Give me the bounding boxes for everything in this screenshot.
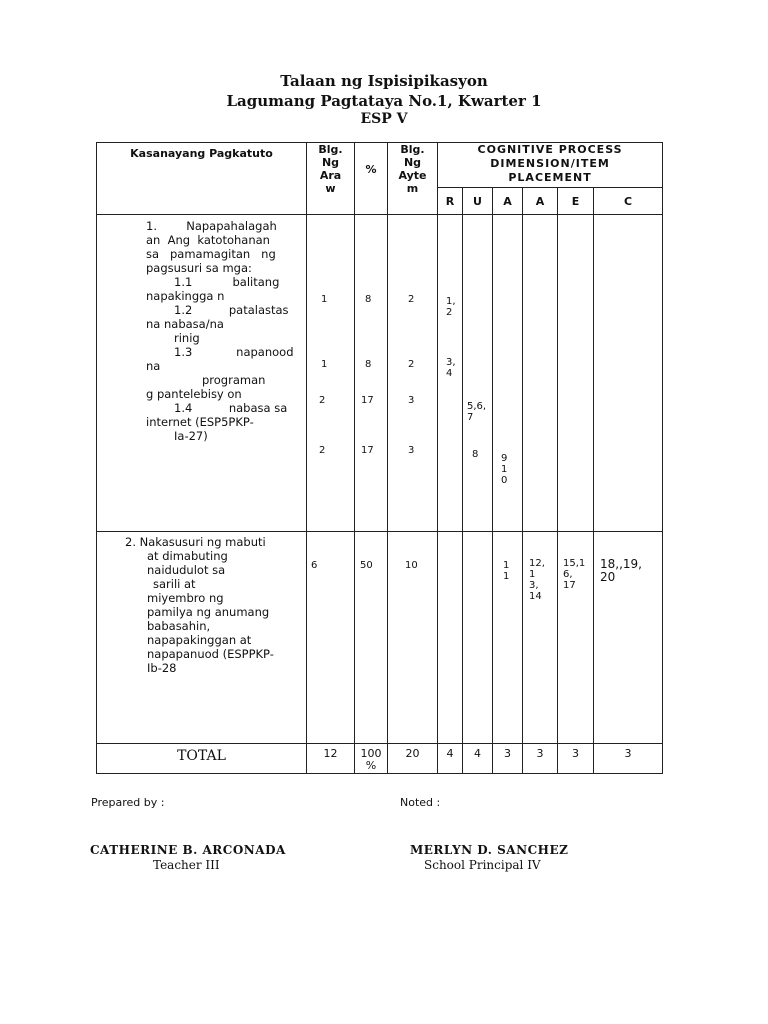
a2-value: 12, (529, 558, 545, 569)
total-percent-line: % (365, 759, 377, 772)
header-days (307, 143, 355, 215)
dim-c: C (594, 188, 663, 215)
r-value: 3, (446, 357, 456, 368)
total-percent-line: 100 (360, 747, 382, 760)
total-days: 12 (307, 744, 355, 774)
total-a2: 3 (523, 744, 558, 774)
u-cell-2 (463, 532, 493, 744)
total-label: TOTAL (97, 744, 307, 774)
a1-value: 1 (503, 560, 510, 571)
header-cognitive-line: COGNITIVE PROCESS (477, 143, 623, 156)
percent-value: 17 (361, 395, 374, 406)
days-cell-1 (307, 215, 355, 532)
header-days-line: w (325, 182, 336, 195)
competency-line: an Ang katotohanan (146, 233, 270, 247)
c-cell-2 (594, 532, 663, 744)
e-cell-1 (558, 215, 594, 532)
r-value: 4 (446, 368, 453, 379)
items-value: 2 (408, 294, 415, 305)
competency-line: 1.2 patalastas (174, 303, 289, 317)
a1-value: 1 (501, 464, 508, 475)
header-days-line: Blg. (318, 143, 343, 156)
competency-line: miyembro ng (147, 591, 224, 605)
competency-line: 1. Napapahalagah (146, 219, 277, 233)
subject-label: ESP V (360, 111, 408, 127)
competency-line: napapanuod (ESPPKP- (147, 647, 274, 661)
total-items: 20 (388, 744, 438, 774)
items-value: 10 (405, 560, 418, 571)
a1-cell-1 (493, 215, 523, 532)
competency-1 (97, 215, 307, 532)
total-c: 3 (594, 744, 663, 774)
total-a1: 3 (493, 744, 523, 774)
items-cell-2 (388, 532, 438, 744)
header-days-line: Ara (319, 169, 342, 182)
competency-line: g pantelebisy on (146, 387, 242, 401)
percent-cell-2 (355, 532, 388, 744)
percent-value: 8 (365, 359, 372, 370)
items-value: 3 (408, 395, 415, 406)
preparer-role: Teacher III (153, 858, 220, 872)
days-value: 6 (311, 560, 318, 571)
e-value: 6, (563, 569, 573, 580)
days-value: 1 (321, 294, 328, 305)
total-e: 3 (558, 744, 594, 774)
a1-value: 9 (501, 453, 508, 464)
u-value: 8 (472, 449, 479, 460)
header-cognitive-line: PLACEMENT (508, 171, 592, 184)
dim-u: U (463, 188, 493, 215)
competency-line: babasahin, (147, 619, 211, 633)
e-value: 15,1 (563, 558, 586, 569)
r-cell-2 (438, 532, 463, 744)
a1-value: 0 (501, 475, 508, 486)
competency-2 (97, 532, 307, 744)
competency-line: internet (ESP5PKP- (146, 415, 254, 429)
specification-table (96, 142, 663, 774)
noted-label: Noted : (400, 796, 441, 809)
competency-line: sarili at (153, 577, 196, 591)
competency-line: 1.1 balitang (174, 275, 280, 289)
a2-cell-2 (523, 532, 558, 744)
competency-line: sa pamamagitan ng (146, 247, 276, 261)
a1-value: 1 (503, 571, 510, 582)
competency-line: na (146, 359, 161, 373)
competency-line: Ia-27) (174, 429, 208, 443)
total-u: 4 (463, 744, 493, 774)
c-cell-1 (594, 215, 663, 532)
header-days-line: Ng (321, 156, 340, 169)
competency-line: 2. Nakasusuri ng mabuti (125, 535, 266, 549)
competency-line: programan (202, 373, 266, 387)
total-r: 4 (438, 744, 463, 774)
e-cell-2 (558, 532, 594, 744)
r-cell-1 (438, 215, 463, 532)
header-competency-text: Kasanayang Pagkatuto (130, 147, 273, 160)
header-percent (355, 143, 388, 215)
competency-line: na nabasa/na (146, 317, 224, 331)
header-items-line: Ng (403, 156, 422, 169)
a2-cell-1 (523, 215, 558, 532)
a2-value: 3, (529, 580, 539, 591)
r-value: 1, (446, 296, 456, 307)
header-items-line: Ayte (398, 169, 427, 182)
u-value: 5,6, (467, 401, 487, 412)
header-items-line: Blg. (400, 143, 425, 156)
preparer-name: CATHERINE B. ARCONADA (90, 843, 286, 857)
competency-line: napakingga n (146, 289, 225, 303)
header-items (388, 143, 438, 215)
a1-cell-2 (493, 532, 523, 744)
days-cell-2 (307, 532, 355, 744)
document-title: Talaan ng Ispisipikasyon (280, 72, 488, 90)
percent-value: 50 (360, 560, 373, 571)
dim-a2: A (523, 188, 558, 215)
competency-line: at dimabuting (147, 549, 228, 563)
dim-a1: A (493, 188, 523, 215)
items-cell-1 (388, 215, 438, 532)
header-competency (97, 143, 307, 215)
header-cognitive (438, 143, 663, 188)
competency-line: pamilya ng anumang (147, 605, 270, 619)
r-value: 2 (446, 307, 453, 318)
header-percent-text: % (365, 163, 377, 176)
dim-r: R (438, 188, 463, 215)
percent-value: 8 (365, 294, 372, 305)
prepared-by-label: Prepared by : (91, 796, 165, 809)
items-value: 3 (408, 445, 415, 456)
competency-line: 1.3 napanood (174, 345, 294, 359)
competency-line: rinig (174, 331, 200, 345)
competency-line: napapakinggan at (147, 633, 252, 647)
days-value: 1 (321, 359, 328, 370)
header-items-line: m (406, 182, 419, 195)
a2-value: 14 (529, 591, 542, 602)
competency-line: pagsusuri sa mga: (146, 261, 252, 275)
document-subtitle: Lagumang Pagtataya No.1, Kwarter 1 (226, 92, 542, 110)
c-value: 20 (600, 570, 616, 584)
competency-line: 1.4 nabasa sa (174, 401, 288, 415)
noter-name: MERLYN D. SANCHEZ (410, 843, 569, 857)
competency-line: Ib-28 (147, 661, 177, 675)
days-value: 2 (319, 395, 326, 406)
items-value: 2 (408, 359, 415, 370)
days-value: 2 (319, 445, 326, 456)
u-cell-1 (463, 215, 493, 532)
total-percent (355, 744, 388, 774)
percent-cell-1 (355, 215, 388, 532)
header-cognitive-line: DIMENSION/ITEM (490, 157, 610, 170)
noter-role: School Principal IV (424, 858, 541, 872)
competency-line: naidudulot sa (147, 563, 226, 577)
percent-value: 17 (361, 445, 374, 456)
c-value: 18,,19, (600, 557, 642, 571)
u-value: 7 (467, 412, 474, 423)
e-value: 17 (563, 580, 576, 591)
dim-e: E (558, 188, 594, 215)
a2-value: 1 (529, 569, 536, 580)
